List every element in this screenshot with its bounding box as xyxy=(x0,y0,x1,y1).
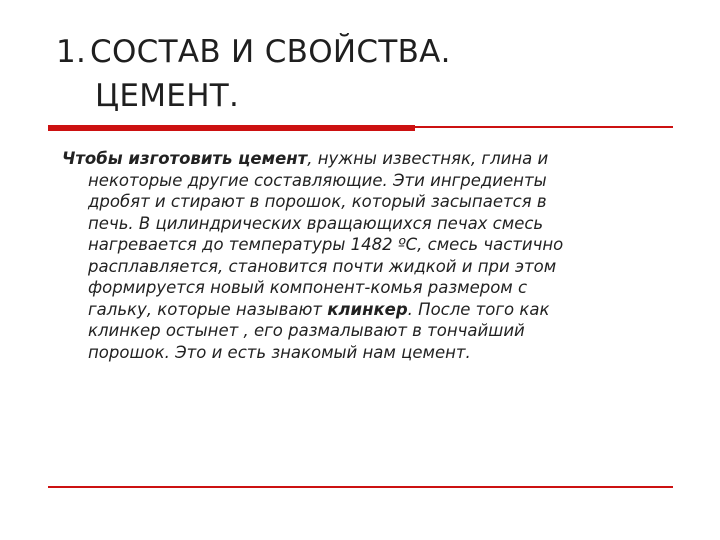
body-line-2: некоторые другие составляющие. Эти ингредиенты xyxy=(88,170,547,190)
title-line-2: ЦЕМЕНТ. xyxy=(95,78,240,114)
body-line-7: формируется новый компонент-комья размером с xyxy=(88,278,528,297)
body-line-10: порошок. Это и есть знакомый нам цемент. xyxy=(88,342,471,362)
title-line-1 xyxy=(56,30,451,74)
body-line-6: расплавляется, становится почти жидкой и при этом xyxy=(88,256,557,276)
slide-title xyxy=(56,30,451,118)
body-emphasis-clinker: клинкер xyxy=(327,299,408,319)
footer-rule xyxy=(48,486,673,488)
body-line-1 xyxy=(62,148,674,170)
title-underline-thick xyxy=(48,125,415,131)
body-line-8-start: гальку, которые называют xyxy=(88,299,328,319)
body-line-3: дробят и стирают в порошок, который засыпается в xyxy=(88,192,547,211)
body-line-4: печь. В цилиндрических вращающихся печах смесь xyxy=(88,213,544,233)
body-emphasis-cement: Чтобы изготовить цемент xyxy=(62,149,308,168)
body-paragraph xyxy=(62,148,674,363)
body-line-9: клинкер остынет , его размалывают в тончайший xyxy=(88,321,525,340)
title-text-1: СОСТАВ И СВОЙСТВА. xyxy=(90,34,451,70)
body-line-8-end: . После того как xyxy=(407,299,550,319)
body-line-1-rest: , нужны известняк, глина и xyxy=(307,149,549,168)
body-line-5: нагревается до температуры 1482 ºС, смесь частично xyxy=(88,235,564,254)
title-underline-thin xyxy=(415,126,673,128)
title-number: 1. xyxy=(56,34,87,70)
body-line-8 xyxy=(62,299,674,321)
